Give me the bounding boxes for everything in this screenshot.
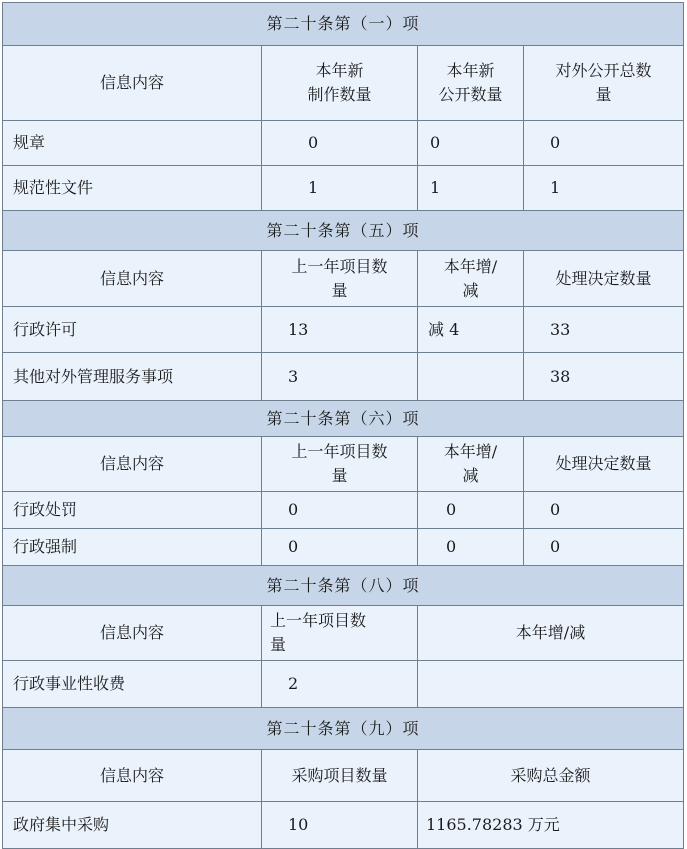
table-row	[3, 307, 684, 353]
column-header-row	[3, 46, 684, 121]
header-change: 本年增/ 减	[418, 251, 524, 307]
header-purchase-amount: 采购总金额	[418, 750, 684, 802]
table-row	[3, 492, 684, 529]
row-value: 0	[262, 529, 418, 566]
row-value: 0	[262, 492, 418, 529]
row-value: 10	[262, 802, 418, 849]
row-value: 1165.78283 万元	[418, 802, 684, 849]
header-decision-count: 处理决定数量	[524, 251, 684, 307]
column-header-row	[3, 606, 684, 661]
table-row	[3, 353, 684, 401]
row-label: 规章	[3, 121, 262, 166]
table-row	[3, 121, 684, 166]
row-value	[418, 353, 524, 401]
row-value: 13	[262, 307, 418, 353]
section-header	[3, 211, 684, 251]
header-info-content: 信息内容	[3, 750, 262, 802]
row-value: 3	[262, 353, 418, 401]
table-row	[3, 661, 684, 708]
row-value: 38	[524, 353, 684, 401]
row-label: 行政强制	[3, 529, 262, 566]
row-value: 1	[262, 166, 418, 211]
section-title: 第二十条第（六）项	[3, 401, 684, 437]
row-value: 0	[524, 121, 684, 166]
section-title: 第二十条第（八）项	[3, 566, 684, 606]
row-label: 行政处罚	[3, 492, 262, 529]
row-value: 1	[524, 166, 684, 211]
row-value: 0	[524, 529, 684, 566]
header-total-public: 对外公开总数 量	[524, 46, 684, 121]
row-value: 0	[262, 121, 418, 166]
header-purchase-count: 采购项目数量	[262, 750, 418, 802]
row-label: 规范性文件	[3, 166, 262, 211]
row-value: 33	[524, 307, 684, 353]
header-last-year-count: 上一年项目数 量	[262, 251, 418, 307]
column-header-row	[3, 437, 684, 492]
row-value: 0	[418, 492, 524, 529]
row-value: 减 4	[418, 307, 524, 353]
row-label: 行政许可	[3, 307, 262, 353]
header-last-year-count: 上一年项目数 量	[262, 437, 418, 492]
disclosure-table	[2, 2, 684, 849]
column-header-row	[3, 750, 684, 802]
header-info-content: 信息内容	[3, 437, 262, 492]
row-value: 1	[418, 166, 524, 211]
section-header	[3, 708, 684, 750]
row-value: 0	[524, 492, 684, 529]
row-value	[418, 661, 684, 708]
section-title: 第二十条第（五）项	[3, 211, 684, 251]
header-new-made: 本年新 制作数量	[262, 46, 418, 121]
table-row	[3, 802, 684, 849]
header-new-public: 本年新 公开数量	[418, 46, 524, 121]
header-info-content: 信息内容	[3, 606, 262, 661]
header-change: 本年增/ 减	[418, 437, 524, 492]
header-decision-count: 处理决定数量	[524, 437, 684, 492]
row-label: 政府集中采购	[3, 802, 262, 849]
section-title: 第二十条第（九）项	[3, 708, 684, 750]
header-change: 本年增/减	[418, 606, 684, 661]
table-row	[3, 529, 684, 566]
row-label: 其他对外管理服务事项	[3, 353, 262, 401]
section-header	[3, 401, 684, 437]
row-value: 2	[262, 661, 418, 708]
header-info-content: 信息内容	[3, 251, 262, 307]
row-value: 0	[418, 529, 524, 566]
row-value: 0	[418, 121, 524, 166]
table-row	[3, 166, 684, 211]
header-last-year-count: 上一年项目数 量	[262, 606, 418, 661]
column-header-row	[3, 251, 684, 307]
section-header	[3, 566, 684, 606]
header-info-content: 信息内容	[3, 46, 262, 121]
section-header	[3, 3, 684, 46]
row-label: 行政事业性收费	[3, 661, 262, 708]
section-title: 第二十条第（一）项	[3, 3, 684, 46]
disclosure-table-container	[2, 2, 683, 849]
